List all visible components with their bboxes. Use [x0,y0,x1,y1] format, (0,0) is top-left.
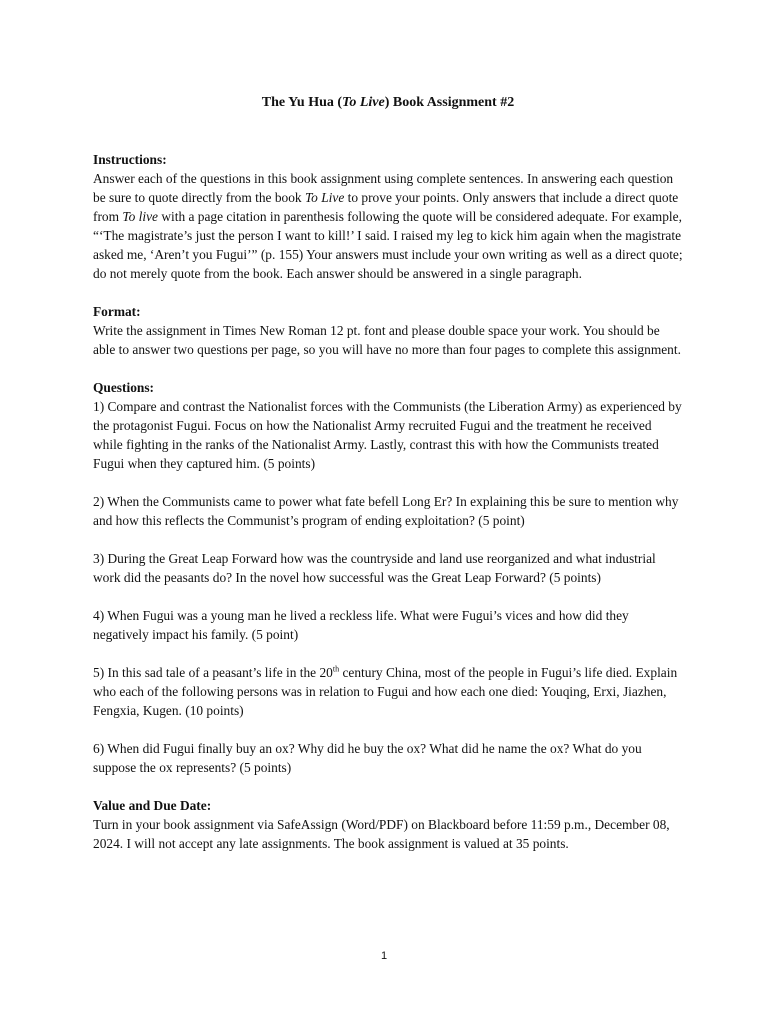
title-suffix: ) Book Assignment #2 [384,95,515,110]
question-2: 2) When the Communists came to power what fate befell Long Er? In explaining this be sure to mention why and how this reflects the Communist’s program of ending exploitation? (5 point) [93,494,679,528]
question-5-part-1: 5) In this sad tale of a peasant’s life in the 20 [93,665,333,680]
instructions-book-1: To Live [304,190,345,205]
question-4: 4) When Fugui was a young man he lived a reckless life. What were Fugui’s vices and how did they negatively impact his family. (5 point) [93,608,629,642]
question-5-superscript: th [332,664,340,674]
question-1: 1) Compare and contrast the Nationalist forces with the Communists (the Liberation Army) as experienced by the protagonist Fugui. Focus on how the Nationalist Army recruited Fugui and the treatment he received while fighting in the ranks of the Nationalist Army. Lastly, contrast this with how the Communists treated Fugui when they captured him. (5 points) [93,399,682,471]
instructions-book-2: To live [122,209,158,224]
instructions-part-2: to prove your points. Only answers that include a direct quote from [93,190,679,224]
question-5 [93,663,683,720]
title-book-name: To Live [342,95,385,110]
question-6: 6) When did Fugui finally buy an ox? Why did he buy the ox? What did he name the ox? What do you suppose the ox represents? (5 points) [93,741,642,775]
instructions-heading: Instructions: [93,152,167,167]
document-page [93,93,683,872]
format-section [93,302,683,359]
format-text: Write the assignment in Times New Roman 12 pt. font and please double space your work. You should be able to answer two questions per page, so you will have no more than four pages to complete this assignment. [93,323,681,357]
title-prefix: The Yu Hua ( [261,95,343,110]
instructions-part-3: with a page citation in parenthesis following the quote will be considered adequate. For example, “‘The magistrate’s just the person I want to kill!’ I said. I raised my leg to kick him again when the magistrate asked me, ‘Aren’t you Fugui’” (p. 155) Your answers must include your own writing as well as a direct quote; do not merely quote from the book. Each answer should be answered in a single paragraph. [93,209,683,281]
due-date-heading: Value and Due Date: [93,798,212,813]
document-title [93,93,683,112]
questions-section [93,378,683,777]
due-date-section [93,796,683,853]
due-date-text: Turn in your book assignment via SafeAssign (Word/PDF) on Blackboard before 11:59 p.m., December 08, 2024. I will not accept any late assignments. The book assignment is valued at 35 points. [93,817,670,851]
question-3: 3) During the Great Leap Forward how was the countryside and land use reorganized and what industrial work did the peasants do? In the novel how successful was the Great Leap Forward? (5 points) [93,551,656,585]
instructions-part-1: Answer each of the questions in this book assignment using complete sentences. In answering each question be sure to quote directly from the book [93,171,674,205]
instructions-text [93,169,683,283]
format-heading: Format: [93,304,141,319]
page-number: 1 [380,950,388,962]
question-5-part-2: century China, most of the people in Fugui’s life died. Explain who each of the following persons was in relation to Fugui and how each one died: Youqing, Erxi, Jiazhen, Fengxia, Kugen. (10 points) [93,665,678,718]
questions-heading: Questions: [93,380,155,395]
instructions-section [93,150,683,283]
